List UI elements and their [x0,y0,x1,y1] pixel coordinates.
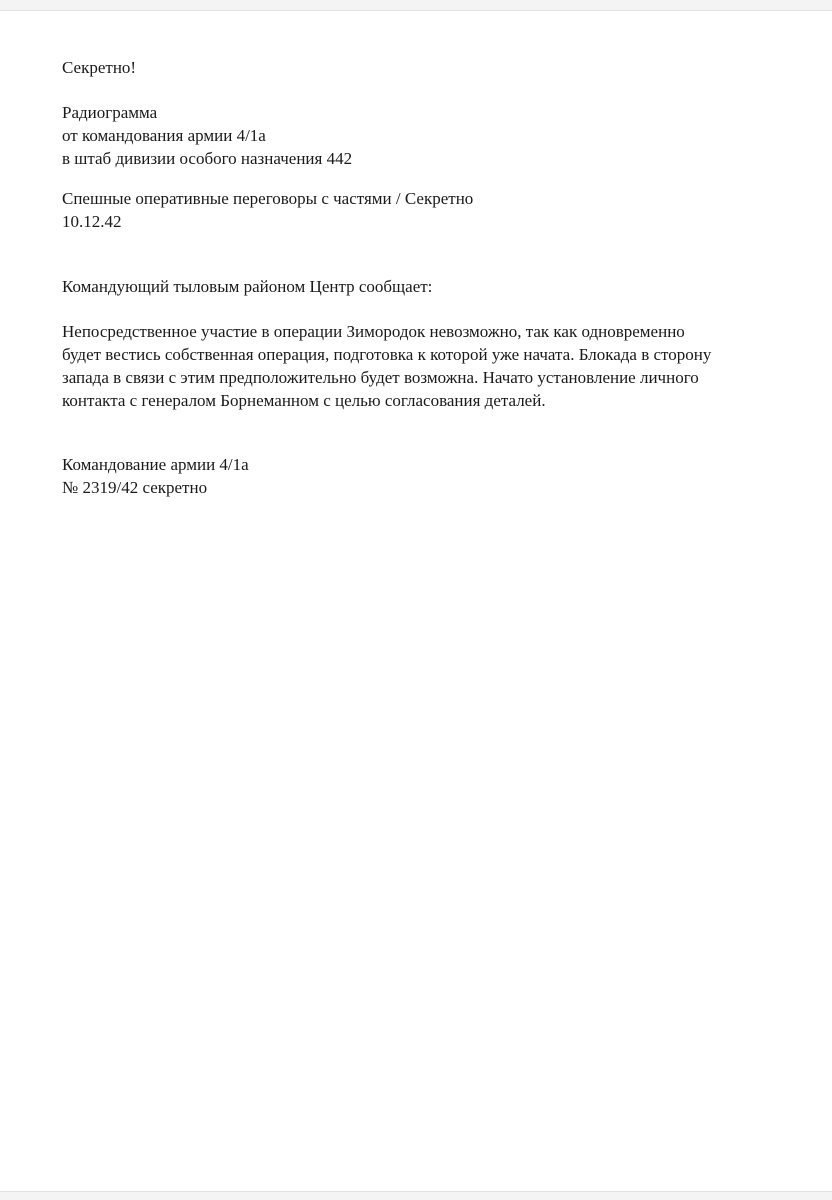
channel-block [62,187,782,233]
intro-block [62,275,782,298]
document-page [0,10,832,1192]
secrecy-mark-text: Секретно! [62,58,137,77]
message-body [62,320,782,412]
document-number: № 2319/42 секретно [62,478,208,497]
radiogram-header [62,101,782,170]
body-line: будет вестись собственная операция, подготовка к которой уже начата. Блокада в сторону [62,345,712,364]
date-line: 10.12.42 [62,212,122,231]
document-type: Радиограмма [62,103,158,122]
intro-line: Командующий тыловым районом Центр сообщает: [62,277,433,296]
sender-line: от командования армии 4/1а [62,126,266,145]
recipient-line: в штаб дивизии особого назначения 442 [62,149,353,168]
secrecy-mark [62,56,782,79]
signature-sender: Командование армии 4/1а [62,455,249,474]
body-line: контакта с генералом Борнеманном с целью согласования деталей. [62,391,546,410]
signature-block [62,453,782,499]
channel-line: Спешные оперативные переговоры с частями / Секретно [62,189,474,208]
body-line: Непосредственное участие в операции Зимородок невозможно, так как одновременно [62,322,685,341]
body-line: запада в связи с этим предположительно будет возможна. Начато установление личного [62,368,699,387]
